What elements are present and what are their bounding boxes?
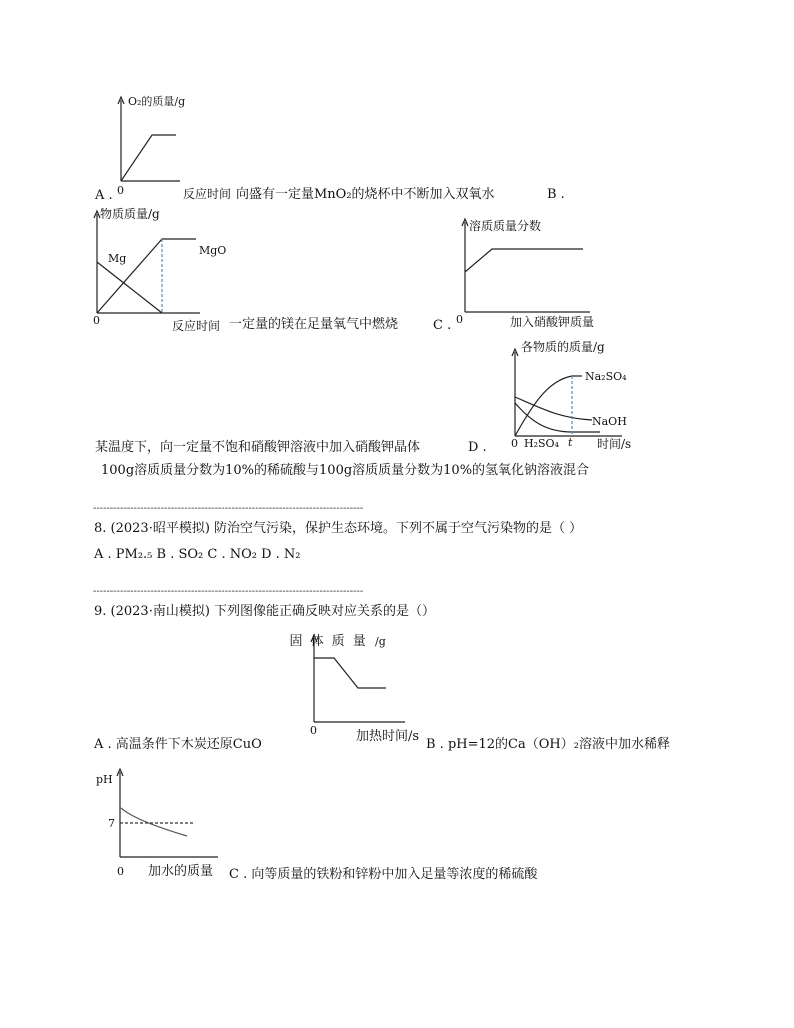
- origin-label: 0: [310, 724, 317, 737]
- y-axis-char: 固: [289, 634, 303, 649]
- na2so4-label: Na₂SO₄: [585, 370, 627, 383]
- q7-graph-b-x-label: 反应时间: [172, 319, 221, 333]
- q8-stem: 8. (2023·昭平模拟) 防治空气污染，保护生态环境。下列不属于空气污染物的是（ ）: [94, 521, 583, 536]
- q7-option-d-desc: 100g溶质质量分数为10%的稀硫酸与100g溶质质量分数为10%的氢氧化钠溶液混合: [101, 463, 590, 478]
- y-axis-char: 体: [310, 634, 324, 649]
- q7-option-b-letter: B .: [547, 187, 565, 202]
- y-axis-char: 量: [352, 634, 366, 649]
- q7-option-b-desc: 一定量的镁在足量氧气中燃烧: [229, 317, 399, 332]
- q9-option-a: A . 高温条件下木炭还原CuO: [94, 737, 262, 752]
- y-axis-label: 各物质的质量/g: [521, 340, 605, 354]
- q9-option-b: B . pH=12的Ca（OH）₂溶液中加水稀释: [426, 737, 670, 752]
- mgo-label: MgO: [199, 244, 227, 257]
- q8-options: A . PM₂.₅ B . SO₂ C . NO₂ D . N₂: [94, 547, 301, 562]
- t-tick-label: t: [568, 436, 573, 449]
- x-axis-label: 时间/s: [597, 437, 632, 451]
- separator-2: --------------------------------------------------------------------------------: [93, 586, 364, 597]
- separator-1: --------------------------------------------------------------------------------: [93, 503, 364, 514]
- q7-option-a-letter: A .: [95, 188, 113, 203]
- y-axis-label: O₂的质量/g: [128, 95, 186, 108]
- origin-label: 0: [117, 865, 124, 878]
- x-axis-label: 加水的质量: [148, 864, 214, 879]
- q7-option-c-desc: 某温度下，向一定量不饱和硝酸钾溶液中加入硝酸钾晶体: [95, 440, 421, 455]
- ref-value-7: 7: [108, 817, 115, 830]
- origin-label: 0: [93, 314, 100, 327]
- origin-label: 0: [456, 313, 463, 326]
- y-axis-char: 质: [331, 634, 345, 649]
- q9-stem: 9. (2023·南山模拟) 下列图像能正确反映对应关系的是（）: [94, 604, 436, 619]
- x-axis-label: 加热时间/s: [356, 729, 420, 744]
- h2so4-label: H₂SO₄: [524, 437, 559, 450]
- q7-graph-a-x-label: 反应时间: [183, 187, 232, 201]
- origin-label: 0: [511, 437, 518, 450]
- q9-option-c: C . 向等质量的铁粉和锌粉中加入足量等浓度的稀硫酸: [229, 867, 538, 882]
- mg-label: Mg: [108, 252, 127, 265]
- y-axis-char: /g: [375, 635, 386, 648]
- origin-label: 0: [117, 184, 124, 197]
- q7-option-a-desc: 向盛有一定量MnO₂的烧杯中不断加入双氧水: [236, 187, 495, 202]
- ph-curve: [121, 808, 187, 836]
- y-axis-label: 物质质量/g: [100, 207, 160, 221]
- naoh-label: NaOH: [592, 415, 627, 428]
- y-axis-label: 溶质质量分数: [469, 219, 542, 233]
- x-axis-label: 加入硝酸钾质量: [510, 315, 595, 329]
- q7-option-d-letter: D .: [468, 440, 487, 455]
- y-axis-label: pH: [96, 773, 113, 786]
- q7-option-c-letter: C .: [433, 318, 452, 333]
